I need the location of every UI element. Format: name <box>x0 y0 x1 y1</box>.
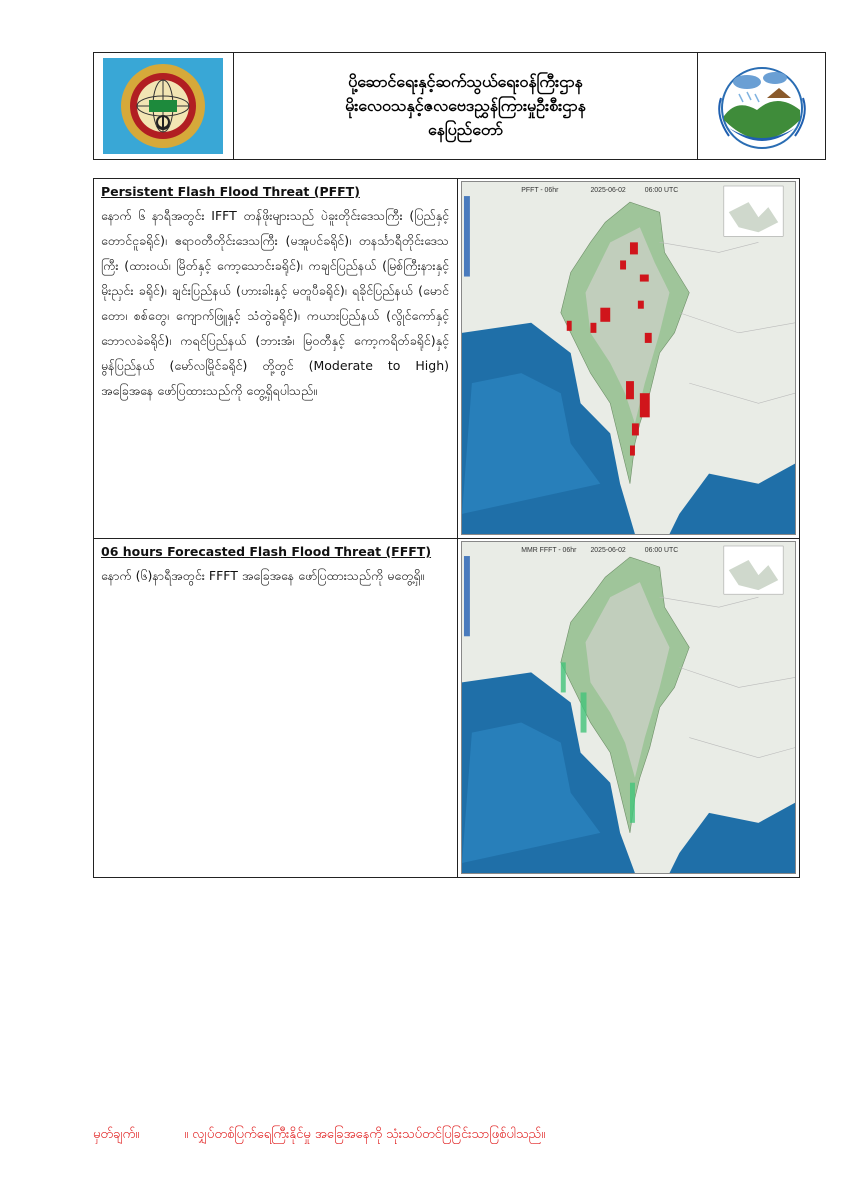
footer-note-text: ။ လျှပ်တစ်ပြက်ရေကြီးနိုင်မှု အခြေအနေကို သုံးသပ်တင်ပြခြင်းသာဖြစ်ပါသည်။ <box>184 1127 546 1142</box>
ffft-map-image <box>462 542 795 873</box>
ffft-map-time: 06:00 UTC <box>644 546 679 555</box>
ffft-row <box>94 539 799 877</box>
ffft-description: နောက် (၆)နာရီအတွင်း FFFT အခြေအနေ ဖော်ပြထားသည်ကို မတွေ့ရှိ။ <box>101 568 425 583</box>
letterhead <box>93 52 826 160</box>
ffft-map <box>461 541 796 874</box>
ministry-logo-cell <box>94 53 234 159</box>
pfft-map-cell <box>458 179 799 538</box>
ffft-title: 06 hours Forecasted Flash Flood Threat (FFFT) <box>101 544 432 559</box>
ffft-map-date: 2025-06-02 <box>590 546 626 555</box>
pfft-map-date: 2025-06-02 <box>590 187 626 195</box>
location-name: နေပြည်တော် <box>427 120 504 139</box>
pfft-title: Persistent Flash Flood Threat (PFFT) <box>101 184 360 199</box>
pfft-row <box>94 179 799 539</box>
flood-threat-table <box>93 178 800 878</box>
department-name: မိုးလေဝသနှင့်ဇလဗေဒညွှန်ကြားမှုဦးစီးဌာန <box>345 96 586 115</box>
pfft-map-image <box>462 182 795 534</box>
ffft-map-cell <box>458 539 799 877</box>
ffft-map-label: MMR FFFT - 06hr <box>521 546 577 555</box>
pfft-description: နောက် ၆ နာရီအတွင်း IFFT တန်ဖိုးများသည် ပဲခူးတိုင်းဒေသကြီး (ပြည်နှင့် တောင်ငူခရိုင်)၊ ဧရာဝတီတိုင်းဒေသကြီး (မအူပင်ခရိုင်)၊ တနင်္သာရီတိုင်းဒေသကြီး (ထားဝယ်၊ မြိတ်နှင့် ကော့သောင်းခရိုင်)၊ ကချင်ပြည်နယ် (မြစ်ကြီးနားနှင့် မိုးညှင်း ခရိုင်)၊ ချင်းပြည်နယ် (ဟားခါးနှင့် မတူပီခရိုင်)၊ ရခိုင်ပြည်နယ် (မောင်တော၊ စစ်တွေ၊ ကျောက်ဖြူနှင့် သံတွဲခရိုင်)၊ ကယားပြည်နယ် (လွိုင်ကော်နှင့် ဘောလခဲခရိုင်)၊ ကရင်ပြည်နယ် (ဘားအံ၊ မြဝတီနှင့် ကော့ကရိတ်ခရိုင်)နှင့် မွန်ပြည်နယ် (မော်လမြိုင်ခရိုင်) တို့တွင် (Moderate to High) အခြေအနေ ဖော်ပြထားသည်ကို တွေ့ရှိရပါသည်။ <box>101 208 449 398</box>
pfft-map <box>461 181 796 535</box>
ministry-name: ပို့ဆောင်ရေးနှင့်ဆက်သွယ်ရေးဝန်ကြီးဌာန <box>348 72 583 91</box>
pfft-text-cell <box>94 179 458 538</box>
footer-note-label: မှတ်ချက်။ <box>93 1127 140 1142</box>
pfft-map-label: PFFT - 06hr <box>521 187 559 195</box>
letterhead-title <box>234 53 699 159</box>
pfft-map-time: 06:00 UTC <box>644 187 679 195</box>
ministry-logo <box>103 58 223 154</box>
ffft-text-cell <box>94 539 458 877</box>
department-logo-cell <box>698 53 825 159</box>
department-logo <box>707 58 817 154</box>
footer-note <box>93 1126 545 1145</box>
